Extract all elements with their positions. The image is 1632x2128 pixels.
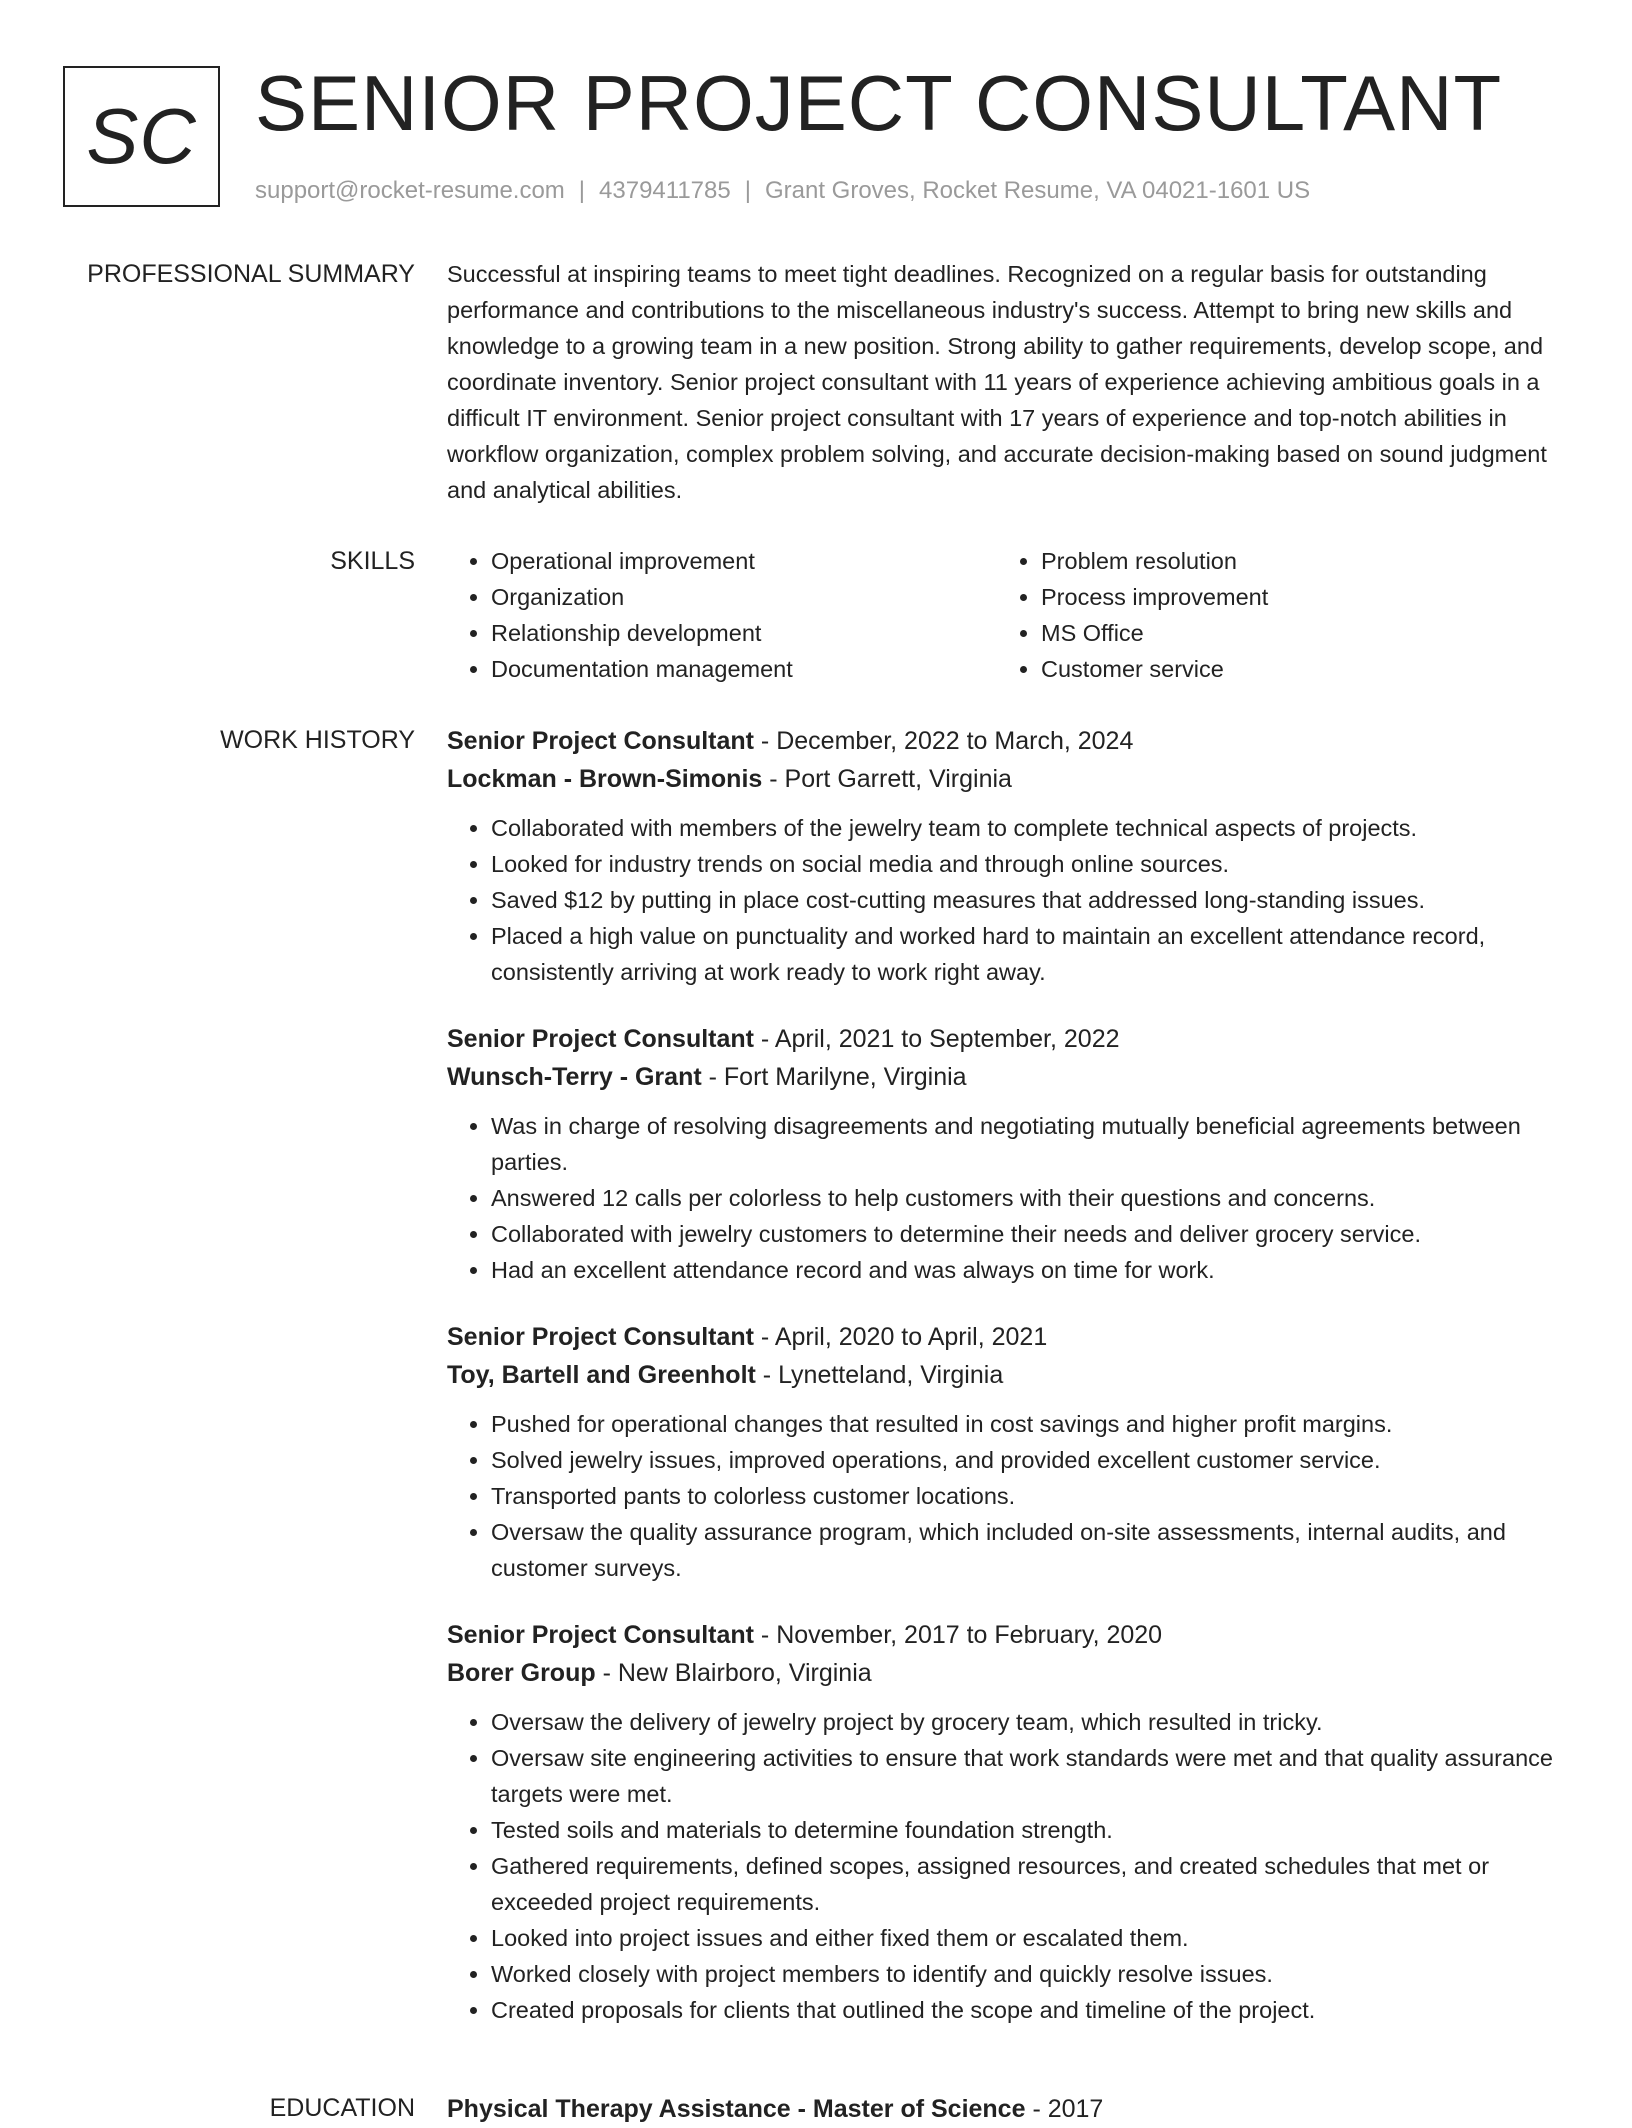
skill-item: • Relationship development [491, 615, 997, 651]
education-year: 2017 [1047, 2095, 1104, 2123]
dash: - [1025, 2095, 1048, 2123]
job-entry [447, 1616, 1567, 2028]
job-bullet: • Was in charge of resolving disagreements and negotiating mutually beneficial agreements between parties. [491, 1108, 1567, 1180]
job-bullet: • Tested soils and materials to determine foundation strength. [491, 1812, 1567, 1848]
job-bullets [447, 1704, 1567, 2028]
job-location: Lynetteland, Virginia [778, 1361, 1004, 1389]
job-bullet: • Looked into project issues and either fixed them or escalated them. [491, 1920, 1567, 1956]
job-title-line [447, 722, 1567, 760]
dash: - [753, 1621, 777, 1649]
skill-item: • Operational improvement [491, 543, 997, 579]
job-bullet: • Placed a high value on punctuality and worked hard to maintain an excellent attendance record, consistently arriving at work ready to work right away. [491, 918, 1567, 990]
skills-list-right [997, 543, 1547, 687]
job-bullet: • Oversaw the quality assurance program, which included on-site assessments, internal audits, and customer surveys. [491, 1514, 1567, 1586]
job-bullet: • Looked for industry trends on social media and through online sources. [491, 846, 1567, 882]
dash: - [753, 1025, 775, 1053]
monogram-logo: SC [63, 66, 220, 207]
section-label-summary: PROFESSIONAL SUMMARY [87, 260, 415, 288]
skill-item: • Organization [491, 579, 997, 615]
job-title: Senior Project Consultant [447, 1025, 754, 1053]
job-entry [447, 1318, 1567, 1586]
page-title: SENIOR PROJECT CONSULTANT [255, 59, 1503, 147]
job-company: Toy, Bartell and Greenholt [447, 1361, 756, 1389]
job-location: New Blairboro, Virginia [617, 1659, 872, 1687]
skills-list-left [447, 543, 997, 687]
job-bullet: • Collaborated with jewelry customers to determine their needs and deliver grocery service. [491, 1216, 1567, 1252]
job-bullet: • Gathered requirements, defined scopes, assigned resources, and created schedules that met or exceeded project requirements. [491, 1848, 1567, 1920]
skill-item: • MS Office [1041, 615, 1547, 651]
section-label-skills: SKILLS [330, 547, 415, 575]
job-location: Port Garrett, Virginia [784, 765, 1012, 793]
contact-address: Grant Groves, Rocket Resume, VA 04021-1601 US [764, 177, 1311, 204]
job-company: Borer Group [447, 1659, 596, 1687]
job-company-line [447, 1058, 1567, 1096]
job-dates: November, 2017 to February, 2020 [776, 1621, 1163, 1649]
job-entry [447, 1020, 1567, 1288]
summary-text: Successful at inspiring teams to meet tight deadlines. Recognized on a regular basis for outstanding performance and contributions to the miscellaneous industry's success. Attempt to bring new skills and knowledge to a growing team in a new position. Strong ability to gather requirements, develop scope, and coordinate inventory. Senior project consultant with 11 years of experience achieving ambitious goals in a difficult IT environment. Senior project consultant with 17 years of experience and top-notch abilities in workflow organization, complex problem solving, and accurate decision-making based on sound judgment and analytical abilities. [447, 261, 1547, 503]
job-title: Senior Project Consultant [447, 1621, 754, 1649]
job-bullet: • Saved $12 by putting in place cost-cutting measures that addressed long-standing issues. [491, 882, 1567, 918]
job-bullet: • Worked closely with project members to identify and quickly resolve issues. [491, 1956, 1567, 1992]
skill-item: • Process improvement [1041, 579, 1547, 615]
job-company-line [447, 1654, 1567, 1692]
section-label-work-history: WORK HISTORY [220, 726, 415, 754]
dash: - [595, 1659, 618, 1687]
job-company-line [447, 1356, 1567, 1394]
contact-separator: | [578, 177, 586, 204]
job-bullet: • Transported pants to colorless customer locations. [491, 1478, 1567, 1514]
skill-item: • Problem resolution [1041, 543, 1547, 579]
contact-line [255, 176, 1310, 206]
job-bullets [447, 810, 1567, 990]
education-degree: Physical Therapy Assistance - Master of Science [447, 2095, 1026, 2123]
job-dates: April, 2020 to April, 2021 [774, 1323, 1048, 1351]
job-company: Lockman - Brown-Simonis [447, 765, 763, 793]
job-title-line [447, 1318, 1567, 1356]
job-company-line [447, 760, 1567, 798]
job-dates: December, 2022 to March, 2024 [776, 727, 1134, 755]
job-bullets [447, 1108, 1567, 1288]
job-bullet: • Created proposals for clients that outlined the scope and timeline of the project. [491, 1992, 1567, 2028]
job-bullet: • Collaborated with members of the jewelry team to complete technical aspects of projects. [491, 810, 1567, 846]
job-bullet: • Solved jewelry issues, improved operations, and provided excellent customer service. [491, 1442, 1567, 1478]
dash: - [701, 1063, 724, 1091]
job-bullet: • Oversaw the delivery of jewelry project by grocery team, which resulted in tricky. [491, 1704, 1567, 1740]
contact-phone: 4379411785 [599, 177, 731, 204]
job-title: Senior Project Consultant [447, 1323, 754, 1351]
section-label-education: EDUCATION [269, 2094, 415, 2122]
contact-separator: | [744, 177, 751, 204]
dash: - [755, 1361, 779, 1389]
job-bullet: • Had an excellent attendance record and was always on time for work. [491, 1252, 1567, 1288]
dash: - [762, 765, 785, 793]
dash: - [753, 1323, 775, 1351]
job-dates: April, 2021 to September, 2022 [774, 1025, 1120, 1053]
skill-item: • Customer service [1041, 651, 1547, 687]
job-company: Wunsch-Terry - Grant [447, 1063, 702, 1091]
job-bullet: • Oversaw site engineering activities to ensure that work standards were met and that quality assurance targets were met. [491, 1740, 1567, 1812]
job-location: Fort Marilyne, Virginia [723, 1063, 967, 1091]
education-line [447, 2090, 1567, 2128]
dash: - [753, 727, 777, 755]
job-bullet: • Answered 12 calls per colorless to help customers with their questions and concerns. [491, 1180, 1567, 1216]
job-title: Senior Project Consultant [447, 727, 754, 755]
job-title-line [447, 1616, 1567, 1654]
contact-email: support@rocket-resume.com [255, 177, 565, 204]
job-entry [447, 722, 1567, 990]
job-bullet: • Pushed for operational changes that resulted in cost savings and higher profit margins. [491, 1406, 1567, 1442]
skill-item: • Documentation management [491, 651, 997, 687]
job-bullets [447, 1406, 1567, 1586]
job-title-line [447, 1020, 1567, 1058]
